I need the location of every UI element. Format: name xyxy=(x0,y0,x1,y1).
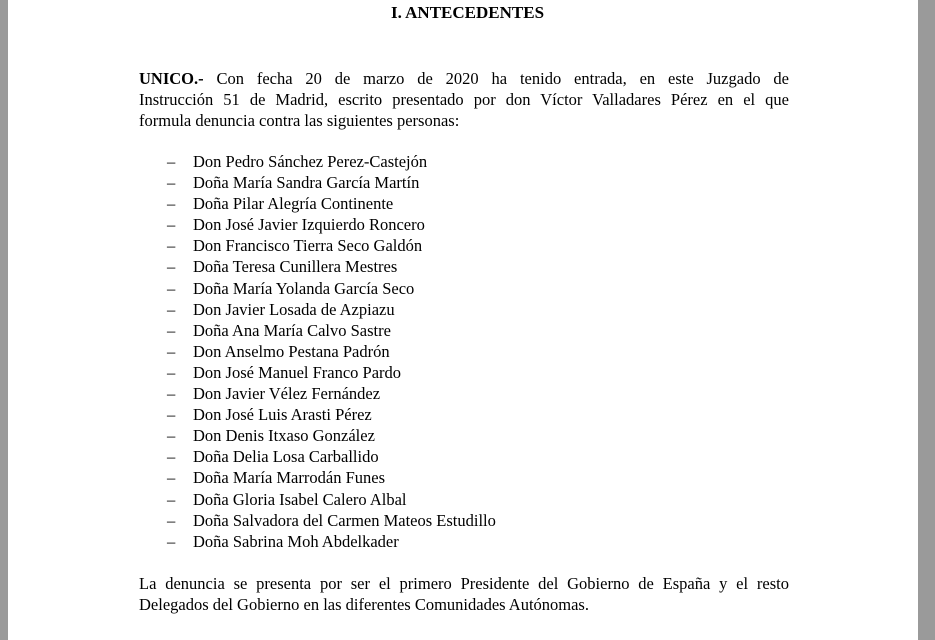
section-title: I. ANTECEDENTES xyxy=(390,3,545,22)
bullet-dash: – xyxy=(167,531,176,551)
list-item xyxy=(139,235,496,256)
person-name: Don José Luis Arasti Pérez xyxy=(193,405,372,425)
person-name: Don Javier Losada de Azpiazu xyxy=(193,299,395,319)
persons-list xyxy=(139,151,496,552)
paragraph-line: La denuncia se presenta por ser el primero Presidente del Gobierno de España y el resto xyxy=(139,574,789,593)
list-item xyxy=(139,531,496,552)
list-item xyxy=(139,172,496,193)
bullet-dash: – xyxy=(167,426,176,446)
paragraph-line: Delegados del Gobierno en las diferentes Comunidades Autónomas. xyxy=(139,595,589,614)
bullet-dash: – xyxy=(167,278,176,298)
bullet-dash: – xyxy=(167,257,176,277)
list-item xyxy=(139,425,496,446)
list-item xyxy=(139,467,496,488)
person-name: Don Anselmo Pestana Padrón xyxy=(193,341,390,361)
paragraph-line: formula denuncia contra las siguientes personas: xyxy=(139,111,460,130)
person-name: Don José Manuel Franco Pardo xyxy=(193,362,402,382)
left-margin-bar xyxy=(0,0,8,640)
person-name: Doña Salvadora del Carmen Mateos Estudillo xyxy=(193,510,496,530)
person-name: Doña María Sandra García Martín xyxy=(193,173,420,193)
person-name: Doña Delia Losa Carballido xyxy=(193,447,379,467)
paragraph-unico xyxy=(139,68,789,131)
paragraph-lead: UNICO.- xyxy=(139,69,204,88)
list-item xyxy=(139,446,496,467)
person-name: Don José Javier Izquierdo Roncero xyxy=(193,215,425,235)
bullet-dash: – xyxy=(167,152,176,171)
list-item xyxy=(139,256,496,277)
person-name: Don Francisco Tierra Seco Galdón xyxy=(193,236,423,256)
list-item xyxy=(139,151,496,172)
bullet-dash: – xyxy=(167,299,176,319)
person-name: Doña Gloria Isabel Calero Albal xyxy=(193,489,407,509)
person-name: Don Denis Itxaso González xyxy=(193,426,375,446)
person-name: Doña Teresa Cunillera Mestres xyxy=(193,257,398,277)
paragraph-line: UNICO.- Con fecha 20 de marzo de 2020 ha tenido entrada, en este Juzgado de xyxy=(139,69,790,88)
bullet-dash: – xyxy=(167,215,176,235)
bullet-dash: – xyxy=(167,341,176,361)
person-name: Don Javier Vélez Fernández xyxy=(193,384,381,404)
person-name: Doña María Marrodán Funes xyxy=(193,468,385,488)
bullet-dash: – xyxy=(167,468,176,488)
list-item xyxy=(139,299,496,320)
list-item xyxy=(139,383,496,404)
person-name: Doña Pilar Alegría Continente xyxy=(193,194,394,214)
list-item xyxy=(139,510,496,531)
bullet-dash: – xyxy=(167,362,176,382)
bullet-dash: – xyxy=(167,489,176,509)
paragraph-reason xyxy=(139,573,789,615)
bullet-dash: – xyxy=(167,405,176,425)
bullet-dash: – xyxy=(167,236,176,256)
bullet-dash: – xyxy=(167,320,176,340)
list-item xyxy=(139,193,496,214)
person-name: Doña María Yolanda García Seco xyxy=(193,278,415,298)
bullet-dash: – xyxy=(167,510,176,530)
bullet-dash: – xyxy=(167,194,176,214)
list-item xyxy=(139,214,496,235)
list-item xyxy=(139,489,496,510)
person-name: Doña Sabrina Moh Abdelkader xyxy=(193,531,399,551)
person-name: Don Pedro Sánchez Perez-Castejón xyxy=(193,152,428,171)
list-item xyxy=(139,320,496,341)
list-item xyxy=(139,341,496,362)
bullet-dash: – xyxy=(167,384,176,404)
bullet-dash: – xyxy=(167,447,176,467)
list-item xyxy=(139,362,496,383)
right-margin-bar xyxy=(918,0,935,640)
bullet-dash: – xyxy=(167,173,176,193)
person-name: Doña Ana María Calvo Sastre xyxy=(193,320,391,340)
paragraph-line: Instrucción 51 de Madrid, escrito presentado por don Víctor Valladares Pérez en el que xyxy=(139,90,789,109)
list-item xyxy=(139,278,496,299)
list-item xyxy=(139,404,496,425)
